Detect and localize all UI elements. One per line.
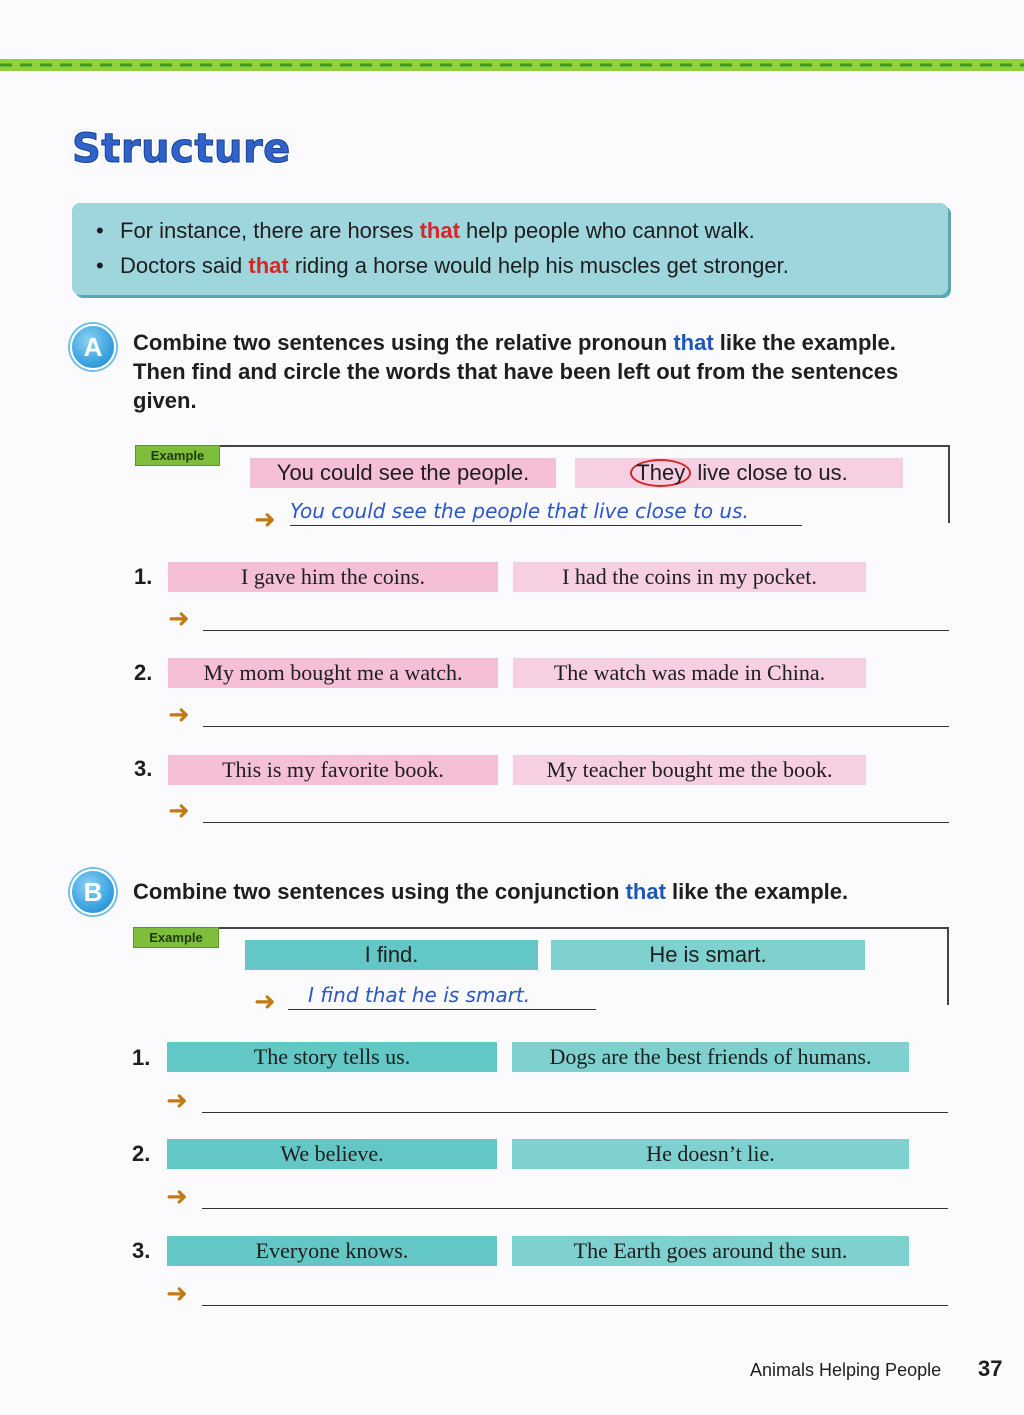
example-b-sentence-2: He is smart. — [551, 940, 865, 970]
answer-line-b1[interactable] — [202, 1112, 948, 1113]
structure-sentence-1: • For instance, there are horses that help people who cannot walk. — [96, 213, 948, 248]
arrow-icon: ➜ — [166, 1278, 188, 1308]
item-a3-number: 3. — [134, 756, 153, 781]
item-b2-sentence-2: He doesn’t lie. — [512, 1139, 909, 1169]
arrow-icon: ➜ — [168, 603, 190, 633]
arrow-icon: ➜ — [166, 1181, 188, 1211]
example-b-sentence-1: I find. — [245, 940, 538, 970]
section-b-instruction: Combine two sentences using the conjunction that like the example. — [133, 879, 849, 904]
item-b2-number: 2. — [132, 1141, 151, 1166]
item-b1-number: 1. — [132, 1045, 151, 1070]
item-a2-sentence-2: The watch was made in China. — [513, 658, 866, 688]
answer-line-a2[interactable] — [203, 726, 949, 727]
section-a-badge: A — [70, 324, 116, 370]
structure-box — [72, 203, 948, 295]
arrow-icon: ➜ — [254, 986, 276, 1016]
item-b3-sentence-2: The Earth goes around the sun. — [512, 1236, 909, 1266]
example-a-answer: You could see the people that live close to us. — [290, 496, 802, 526]
item-b3-sentence-1: Everyone knows. — [167, 1236, 497, 1266]
highlight-word: that — [248, 253, 289, 278]
answer-line-a3[interactable] — [203, 822, 949, 823]
item-b3-number: 3. — [132, 1238, 151, 1263]
item-b1-sentence-2: Dogs are the best friends of humans. — [512, 1042, 909, 1072]
item-a1-sentence-1: I gave him the coins. — [168, 562, 498, 592]
arrow-icon: ➜ — [254, 504, 276, 534]
item-b1-sentence-1: The story tells us. — [167, 1042, 497, 1072]
item-a1-number: 1. — [134, 564, 153, 589]
item-a3-sentence-2: My teacher bought me the book. — [513, 755, 866, 785]
arrow-icon: ➜ — [168, 795, 190, 825]
item-b2-sentence-1: We believe. — [167, 1139, 497, 1169]
page-number: 37 — [978, 1356, 1003, 1381]
example-a-sentence-1: You could see the people. — [250, 458, 556, 488]
section-a-instruction: Combine two sentences using the relative pronoun that like the example. Then find and circle the words that have been left out from the sentences given. — [133, 330, 899, 413]
arrow-icon: ➜ — [168, 699, 190, 729]
structure-sentence-2: • Doctors said that riding a horse would help his muscles get stronger. — [96, 248, 948, 283]
section-b-badge: B — [70, 869, 116, 915]
example-b-answer: I find that he is smart. — [288, 980, 596, 1010]
item-a3-sentence-1: This is my favorite book. — [168, 755, 498, 785]
item-a2-number: 2. — [134, 660, 153, 685]
item-a2-sentence-1: My mom bought me a watch. — [168, 658, 498, 688]
top-dashed-stripe — [0, 56, 1024, 74]
example-label-b: Example — [133, 927, 219, 948]
item-a1-sentence-2: I had the coins in my pocket. — [513, 562, 866, 592]
arrow-icon: ➜ — [166, 1085, 188, 1115]
example-a-sentence-2: They live close to us. — [575, 458, 903, 488]
circled-word: They — [630, 459, 691, 487]
answer-line-b2[interactable] — [202, 1208, 948, 1209]
page-title: Structure — [72, 126, 291, 172]
answer-line-a1[interactable] — [203, 630, 949, 631]
answer-line-b3[interactable] — [202, 1305, 948, 1306]
footer-unit-title: Animals Helping People — [750, 1360, 942, 1380]
highlight-word: that — [419, 218, 460, 243]
example-label-a: Example — [135, 445, 220, 466]
